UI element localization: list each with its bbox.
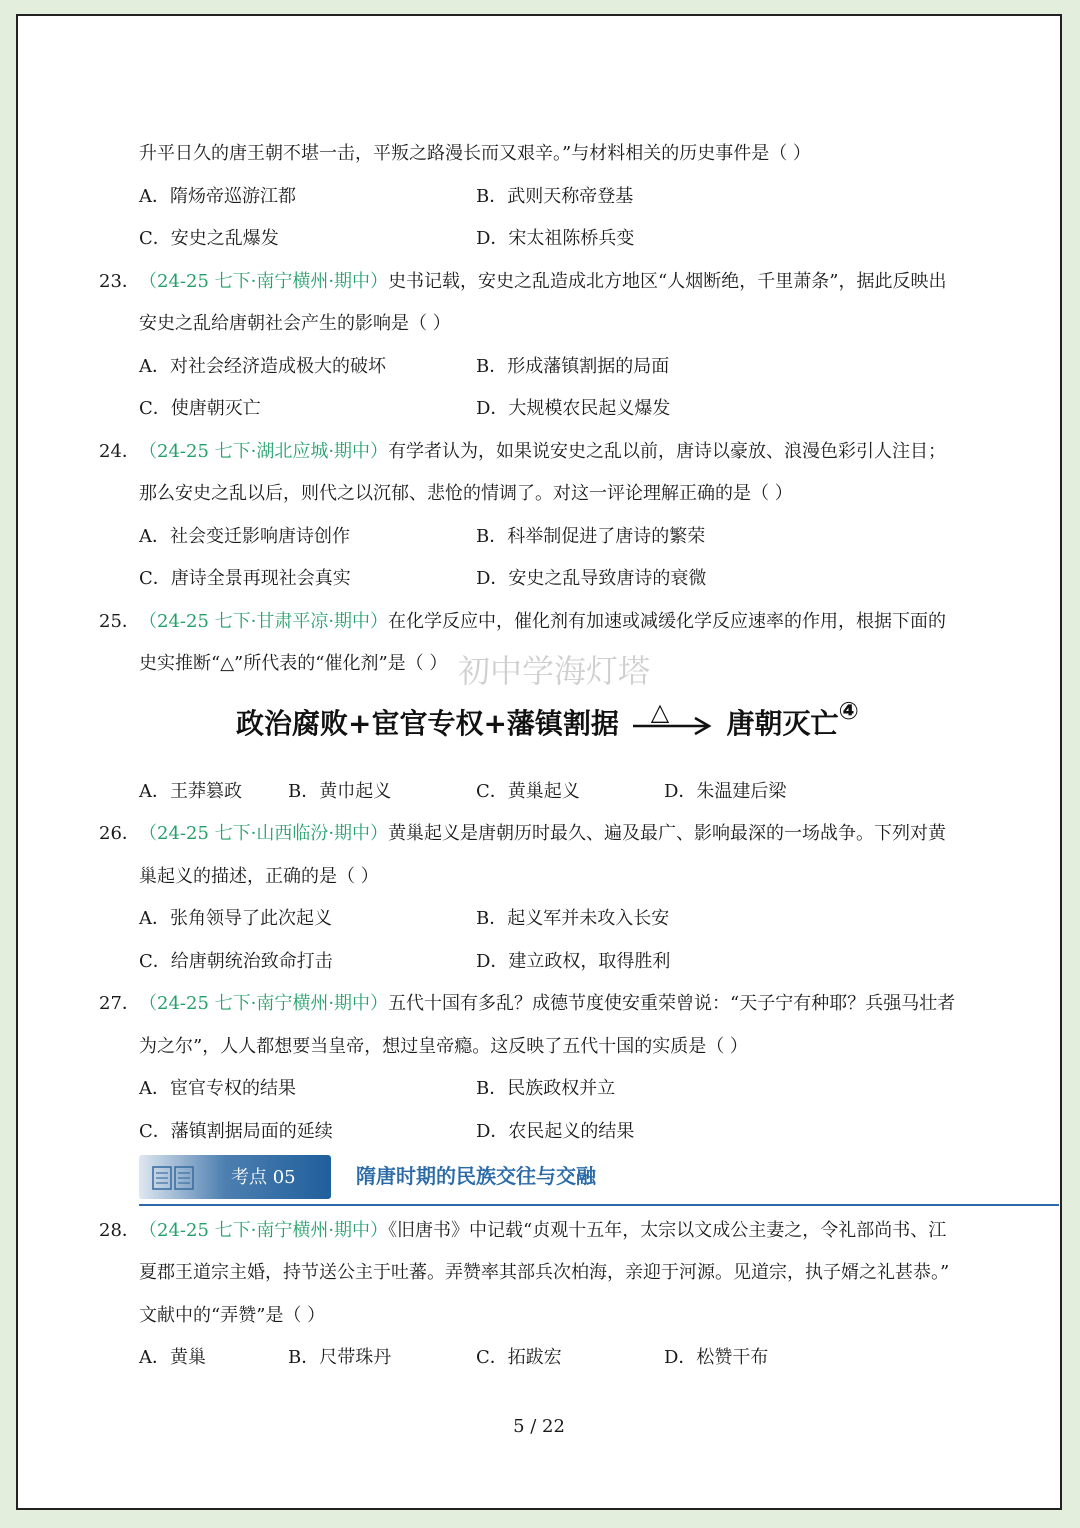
q23-option-a: A．对社会经济造成极大的破坏 bbox=[139, 356, 386, 377]
q23-number: 23． bbox=[99, 271, 140, 292]
q26-text: 黄巢起义是唐朝历时最久、遍及最广、影响最深的一场战争。下列对黄 bbox=[388, 823, 947, 844]
q26-source: （24-25 七下·山西临汾·期中） bbox=[139, 823, 389, 844]
q23-option-c: C．使唐朝灭亡 bbox=[139, 398, 261, 419]
q28-option-d: D．松赞干布 bbox=[664, 1347, 769, 1368]
formula-left: 政治腐败+宦官专权+藩镇割据 bbox=[236, 707, 619, 740]
page-number: 5 / 22 bbox=[513, 1416, 565, 1437]
formula-right: 唐朝灭亡 bbox=[726, 707, 839, 740]
q25-source: （24-25 七下·甘肃平凉·期中） bbox=[139, 611, 389, 632]
q23-text: 史书记载，安史之乱造成北方地区“人烟断绝，千里萧条”，据此反映出 bbox=[388, 271, 947, 292]
q28-option-b: B．尺带珠丹 bbox=[288, 1347, 392, 1368]
q23-option-d: D．大规模农民起义爆发 bbox=[476, 398, 671, 419]
q24-option-d: D．安史之乱导致唐诗的衰微 bbox=[476, 568, 707, 589]
q27-line2: 为之尔”，人人都想要当皇帝，想过皇帝瘾。这反映了五代十国的实质是（ ） bbox=[139, 1036, 748, 1057]
q25-formula bbox=[236, 697, 859, 745]
q27-option-c: C．藩镇割据局面的延续 bbox=[139, 1121, 333, 1142]
q26-line2: 巢起义的描述，正确的是（ ） bbox=[139, 866, 379, 887]
q24-line2: 那么安史之乱以后，则代之以沉郁、悲怆的情调了。对这一评论理解正确的是（ ） bbox=[139, 483, 793, 504]
q22-option-c: C．安史之乱爆发 bbox=[139, 228, 279, 249]
q28-option-c: C．拓跋宏 bbox=[476, 1347, 562, 1368]
q26-option-b: B．起义军并未攻入长安 bbox=[476, 908, 670, 929]
q25-number: 25． bbox=[99, 611, 140, 632]
q28-text: 《旧唐书》中记载“贞观十五年，太宗以文成公主妻之，令礼部尚书、江 bbox=[388, 1220, 947, 1241]
catalyst-arrow bbox=[629, 698, 717, 744]
q27-source: （24-25 七下·南宁横州·期中） bbox=[139, 993, 389, 1014]
q24-text: 有学者认为，如果说安史之乱以前，唐诗以豪放、浪漫色彩引人注目； bbox=[388, 441, 947, 462]
formula-mark: ④ bbox=[838, 697, 859, 725]
arrow-icon bbox=[629, 704, 717, 744]
section-divider bbox=[139, 1204, 1059, 1206]
q23-option-b: B．形成藩镇割据的局面 bbox=[476, 356, 670, 377]
q28-option-a: A．黄巢 bbox=[139, 1347, 206, 1368]
q25-line1 bbox=[139, 610, 946, 634]
catalyst-symbol: △ bbox=[650, 698, 670, 726]
q22-stem: 升平日久的唐王朝不堪一击，平叛之路漫长而又艰辛。”与材料相关的历史事件是（ ） bbox=[139, 143, 811, 164]
q26-line1 bbox=[139, 822, 946, 846]
q26-option-c: C．给唐朝统治致命打击 bbox=[139, 951, 333, 972]
q22-option-a: A．隋炀帝巡游江都 bbox=[139, 186, 296, 207]
watermark: 初中学海灯塔 bbox=[458, 652, 651, 690]
q28-source: （24-25 七下·南宁横州·期中） bbox=[139, 1220, 389, 1241]
q23-line2: 安史之乱给唐朝社会产生的影响是（ ） bbox=[139, 313, 451, 334]
q24-option-a: A．社会变迁影响唐诗创作 bbox=[139, 526, 350, 547]
q28-line2: 夏郡王道宗主婚，持节送公主于吐蕃。弄赞率其部兵次柏海，亲迎于河源。见道宗，执子婿之礼甚恭。” bbox=[139, 1262, 950, 1283]
q25-option-c: C．黄巢起义 bbox=[476, 781, 580, 802]
q25-option-b: B．黄巾起义 bbox=[288, 781, 392, 802]
q27-option-b: B．民族政权并立 bbox=[476, 1078, 616, 1099]
q28-line1 bbox=[139, 1219, 946, 1243]
section-banner bbox=[139, 1155, 331, 1199]
q27-number: 27． bbox=[99, 993, 140, 1014]
q26-option-a: A．张角领导了此次起义 bbox=[139, 908, 332, 929]
q26-number: 26． bbox=[99, 823, 140, 844]
q26-option-d: D．建立政权，取得胜利 bbox=[476, 951, 671, 972]
q27-option-a: A．宦官专权的结果 bbox=[139, 1078, 296, 1099]
q27-option-d: D．农民起义的结果 bbox=[476, 1121, 635, 1142]
q24-line1 bbox=[139, 440, 946, 464]
book-icon bbox=[147, 1155, 207, 1199]
q25-text: 在化学反应中，催化剂有加速或减缓化学反应速率的作用，根据下面的 bbox=[388, 611, 947, 632]
q23-line1 bbox=[139, 270, 946, 294]
q25-line2: 史实推断“△”所代表的“催化剂”是（ ） bbox=[139, 653, 448, 674]
q22-option-d: D．宋太祖陈桥兵变 bbox=[476, 228, 635, 249]
exam-page bbox=[16, 14, 1062, 1510]
q28-line3: 文献中的“弄赞”是（ ） bbox=[139, 1305, 326, 1326]
section-tag: 考点 05 bbox=[231, 1167, 296, 1188]
q27-text: 五代十国有多乱？成德节度使安重荣曾说：“天子宁有种耶？兵强马壮者 bbox=[388, 993, 956, 1014]
q27-line1 bbox=[139, 992, 955, 1016]
q25-option-a: A．王莽篡政 bbox=[139, 781, 242, 802]
q24-option-c: C．唐诗全景再现社会真实 bbox=[139, 568, 351, 589]
q28-number: 28． bbox=[99, 1220, 140, 1241]
q25-option-d: D．朱温建后梁 bbox=[664, 781, 787, 802]
q24-number: 24． bbox=[99, 441, 140, 462]
q22-option-b: B．武则天称帝登基 bbox=[476, 186, 634, 207]
q24-option-b: B．科举制促进了唐诗的繁荣 bbox=[476, 526, 706, 547]
q23-source: （24-25 七下·南宁横州·期中） bbox=[139, 271, 389, 292]
section-title: 隋唐时期的民族交往与交融 bbox=[356, 1164, 596, 1188]
q24-source: （24-25 七下·湖北应城·期中） bbox=[139, 441, 389, 462]
